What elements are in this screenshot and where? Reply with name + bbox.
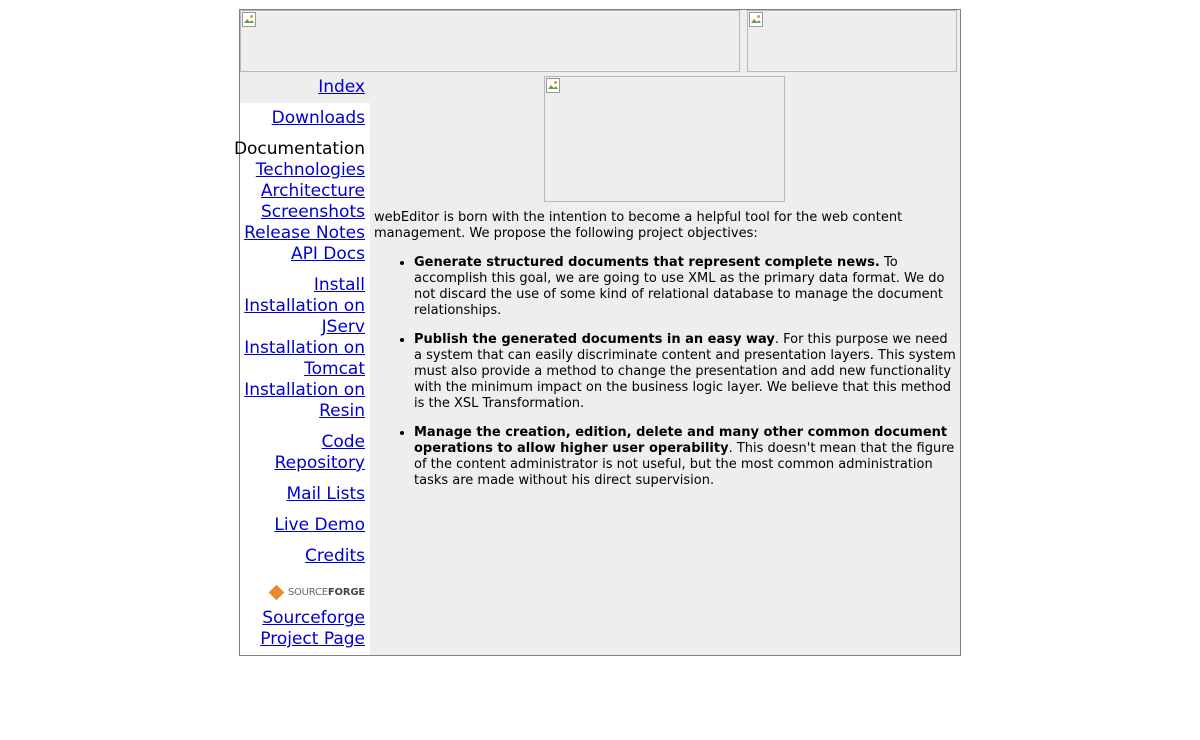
banner-image-left bbox=[240, 10, 740, 72]
objective-item bbox=[414, 332, 956, 412]
objective-title: Generate structured documents that represent complete news. bbox=[414, 255, 880, 270]
nav-sourceforge-page-link-line2[interactable]: Project Page bbox=[260, 629, 365, 649]
sidebar-nav bbox=[233, 72, 370, 655]
sourceforge-logo-text: SOURCEFORGE bbox=[287, 586, 365, 598]
nav-live-demo-link[interactable]: Live Demo bbox=[274, 515, 365, 535]
objective-text: . For this purpose we need a system that can easily discriminate content and presentation layers. This system must also provide a method to change the presentation and add new functionality with the minimum impact on the business logic layer. We believe that this method is the XSL Transformation. bbox=[414, 332, 956, 411]
nav-architecture-link[interactable]: Architecture bbox=[260, 181, 365, 201]
nav-downloads-link[interactable]: Downloads bbox=[271, 108, 365, 128]
nav-api-docs-link[interactable]: API Docs bbox=[291, 244, 365, 264]
objective-text: . This doesn't mean that the figure of the content administrator is not useful, but the most common administration tasks are made without his direct supervision. bbox=[414, 441, 955, 488]
nav-index-link[interactable]: Index bbox=[318, 77, 365, 97]
nav-install-jserv-link-line2[interactable]: JServ bbox=[321, 317, 365, 337]
objective-title: Manage the creation, edition, delete and many other common document operations to allow higher user operability bbox=[414, 425, 948, 456]
banner-image-right bbox=[747, 10, 957, 72]
page-frame bbox=[233, 9, 961, 656]
nav-install-tomcat-link[interactable]: Installation on bbox=[244, 338, 365, 358]
objectives-list bbox=[374, 255, 956, 489]
nav-documentation-heading: Documentation bbox=[233, 139, 365, 159]
broken-image-icon bbox=[546, 78, 560, 93]
nav-credits-link[interactable]: Credits bbox=[305, 546, 365, 566]
nav-release-notes-link[interactable]: Release Notes bbox=[244, 223, 365, 243]
broken-image-icon bbox=[749, 12, 763, 27]
sourceforge-diamond-icon bbox=[269, 584, 285, 600]
nav-install-resin-link-line2[interactable]: Resin bbox=[319, 401, 365, 421]
nav-install-resin-link[interactable]: Installation on bbox=[244, 380, 365, 400]
nav-screenshots-link[interactable]: Screenshots bbox=[260, 202, 365, 222]
objective-item bbox=[414, 255, 956, 319]
main-content bbox=[374, 210, 956, 502]
nav-mail-lists-link[interactable]: Mail Lists bbox=[286, 484, 365, 504]
nav-install-jserv-link[interactable]: Installation on bbox=[244, 296, 365, 316]
main-image bbox=[544, 76, 785, 202]
objective-item bbox=[414, 425, 956, 489]
nav-sourceforge-page-link[interactable]: Sourceforge bbox=[262, 608, 365, 628]
intro-paragraph: webEditor is born with the intention to become a helpful tool for the web content management. We propose the following project objectives: bbox=[374, 210, 903, 241]
sourceforge-logo[interactable] bbox=[271, 584, 365, 600]
nav-technologies-link[interactable]: Technologies bbox=[255, 160, 365, 180]
nav-install-tomcat-link-line2[interactable]: Tomcat bbox=[304, 359, 365, 379]
nav-code-repository-link-line2[interactable]: Repository bbox=[274, 453, 365, 473]
broken-image-icon bbox=[242, 12, 256, 27]
nav-install-link[interactable]: Install bbox=[313, 275, 365, 295]
nav-code-repository-link[interactable]: Code bbox=[321, 432, 365, 452]
objective-title: Publish the generated documents in an easy way bbox=[414, 332, 775, 347]
objective-text: To accomplish this goal, we are going to use XML as the primary data format. We do not discard the use of some kind of relational database to manage the document relationships. bbox=[414, 255, 945, 318]
